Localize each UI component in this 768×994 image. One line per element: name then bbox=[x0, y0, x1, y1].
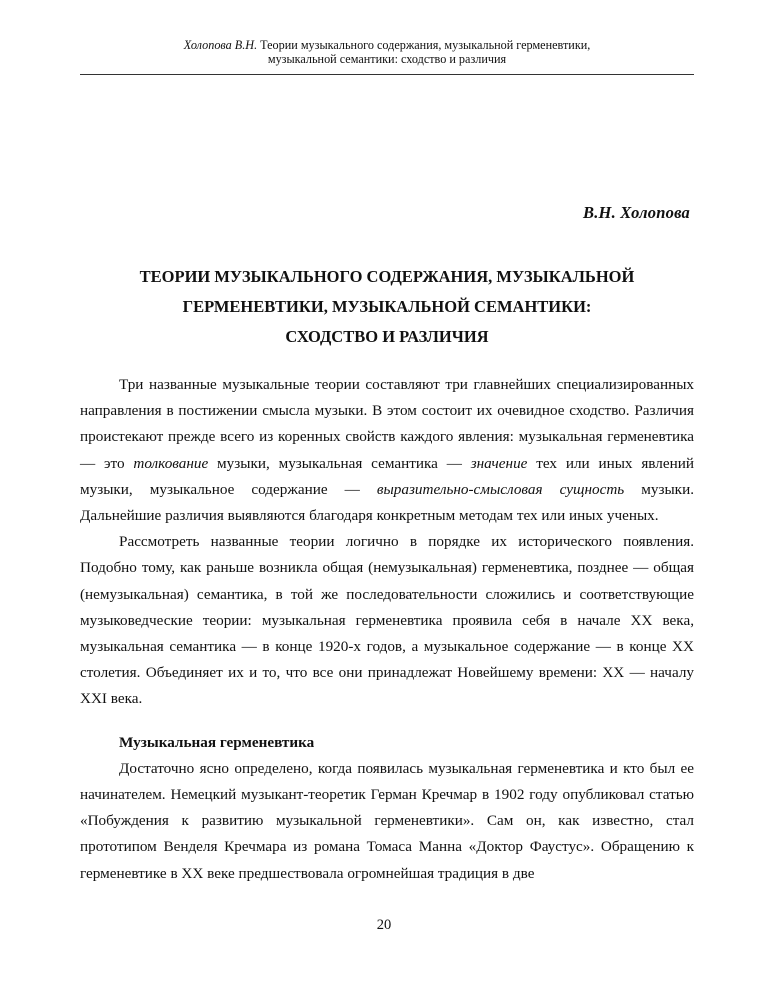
paragraph-1-part-4: музыки. Дальнейшие различия выявляются благодаря конкретным методам тех или иных ученых. bbox=[80, 480, 694, 525]
page-number: 20 bbox=[376, 917, 392, 933]
emphasis-meaning: значение bbox=[470, 454, 528, 472]
paragraph-1-part-3: тех или иных явлений музыки, музыкальное содержание — bbox=[80, 454, 694, 498]
header-rule bbox=[80, 74, 694, 75]
paragraph-1-part-1: Три названные музыкальные теории составляют три главнейших специализированных направления в постижении смысла музыки. В этом состоит их очевидное сходство. Различия проистекают прежде всего из коренных свойств каждого явления: музыкальная герменевтика — это bbox=[80, 376, 694, 472]
running-head bbox=[80, 38, 694, 66]
running-head-line-2: музыкальной семантики: сходство и различия bbox=[267, 52, 507, 66]
paragraph-2: Рассмотреть названные теории логично в порядке их исторического появления. Подобно тому, как раньше возникла общая (немузыкальная) герменевтика, позднее — общая (немузыкальная) семантика, в той же последовательности сложились и соответствующие музыковедческие теории: музыкальная герменевтика проявила себя в начале XX века, музыкальная семантика — в конце 1920-х годов, а музыкальное содержание — в конце XX столетия. Объединяет их и то, что все они принадлежат Новейшему времени: XX — началу XXI века. bbox=[80, 533, 694, 708]
section-heading: Музыкальная герменевтика bbox=[119, 733, 315, 751]
running-head-author: Холопова В.Н. bbox=[183, 38, 258, 52]
running-head-line-1 bbox=[80, 38, 694, 52]
emphasis-interpretation: толкование bbox=[133, 454, 209, 472]
title-line-2: ГЕРМЕНЕВТИКИ, МУЗЫКАЛЬНОЙ СЕМАНТИКИ: bbox=[182, 297, 592, 316]
paragraph-3: Достаточно ясно определено, когда появилась музыкальная герменевтика и кто был ее начинателем. Немецкий музыкант-теоретик Герман Кречмар в 1902 году опубликовал статью «Побуждения к развитию музыкальной герменевтики». Сам он, как известно, стал прототипом Венделя Кречмара из романа Томаса Манна «Доктор Фаустус». Обращению к герменевтике в XX веке предшествовала огромнейшая традиция в две bbox=[80, 759, 694, 882]
title-line-3: СХОДСТВО И РАЗЛИЧИЯ bbox=[285, 327, 489, 346]
emphasis-essence: выразительно-смысловая сущность bbox=[376, 480, 625, 498]
paragraph-1 bbox=[80, 372, 694, 529]
article-title bbox=[80, 262, 694, 352]
article-author: В.Н. Холопова bbox=[583, 203, 690, 222]
running-head-title-part-1: Теории музыкального содержания, музыкальной герменевтики, bbox=[257, 38, 591, 52]
article-body bbox=[80, 372, 694, 887]
title-line-1: ТЕОРИИ МУЗЫКАЛЬНОГО СОДЕРЖАНИЯ, МУЗЫКАЛЬНОЙ bbox=[139, 267, 635, 286]
paragraph-1-part-2: музыки, музыкальная семантика — bbox=[208, 454, 471, 472]
